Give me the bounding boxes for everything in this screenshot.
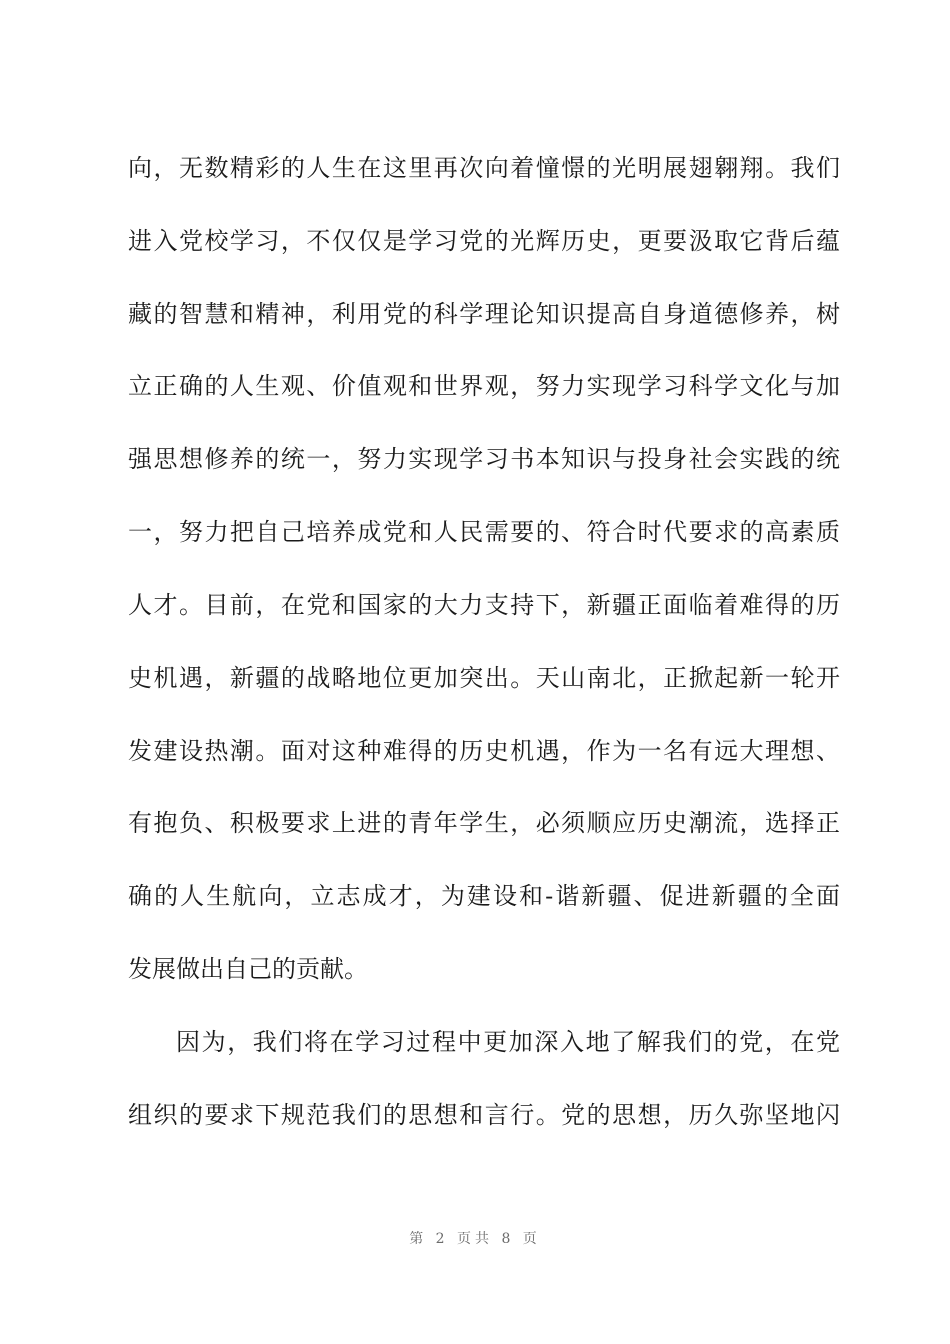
text-line: 强思想修养的统一，努力实现学习书本知识与投身社会实践的统 [128,445,840,473]
text-line: 向，无数精彩的人生在这里再次向着憧憬的光明展翅翱翔。我们 [128,154,840,182]
text-line: 立正确的人生观、价值观和世界观，努力实现学习科学文化与加 [128,372,840,400]
text-line: 人才。目前，在党和国家的大力支持下，新疆正面临着难得的历 [128,591,840,619]
text-line: 藏的智慧和精神，利用党的科学理论知识提高自身道德修养，树 [128,300,840,328]
text-line: 组织的要求下规范我们的思想和言行。党的思想，历久弥坚地闪 [128,1101,840,1129]
text-line: 发展做出自己的贡献。 [128,955,368,983]
paragraph-first-line: 因为，我们将在学习过程中更加深入地了解我们的党，在党 [176,1028,840,1056]
text-line: 一，努力把自己培养成党和人民需要的、符合时代要求的高素质 [128,518,840,546]
text-line: 确的人生航向，立志成才，为建设和-谐新疆、促进新疆的全面 [128,882,840,910]
page-number-footer: 第 2 页共 8 页 [409,1231,541,1247]
text-line: 有抱负、积极要求上进的青年学生，必须顺应历史潮流，选择正 [128,809,840,837]
text-line: 发建设热潮。面对这种难得的历史机遇，作为一名有远大理想、 [128,737,840,765]
text-line: 进入党校学习，不仅仅是学习党的光辉历史，更要汲取它背后蕴 [128,227,840,255]
text-line: 史机遇，新疆的战略地位更加突出。天山南北，正掀起新一轮开 [128,664,840,692]
